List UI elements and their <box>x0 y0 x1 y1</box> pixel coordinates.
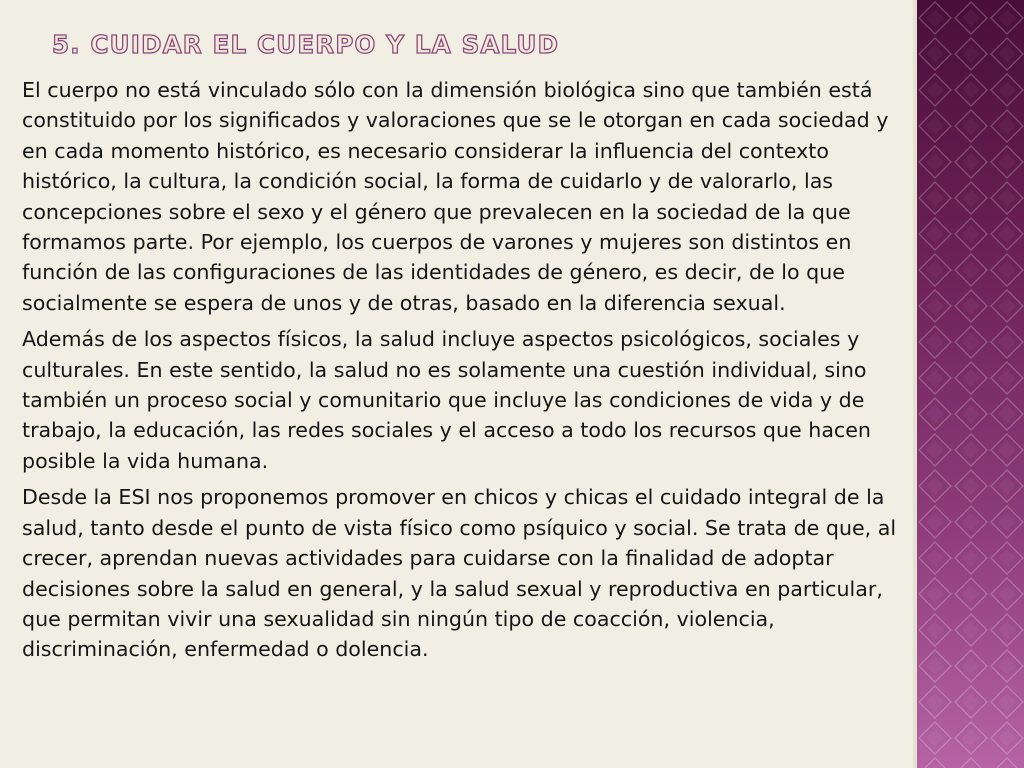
decorative-sidebar <box>917 0 1024 768</box>
slide-title: 5. CUIDAR EL CUERPO Y LA SALUD <box>52 30 560 59</box>
paragraph-body-concept: El cuerpo no está vinculado sólo con la dimensión biológica sino que también está constituido por los significados y valoraciones que se le otorgan en cada sociedad y en cada momento histórico, es necesario considerar la influencia del contexto histórico, la cultura, la condición social, la forma de cuidarlo y de valorarlo, las concepciones sobre el sexo y el género que prevalecen en la sociedad de la que formamos parte. Por ejemplo, los cuerpos de varones y mujeres son distintos en función de las configuraciones de las identidades de género, es decir, de lo que socialmente se espera de unos y de otras, basado en la diferencia sexual. <box>22 78 889 315</box>
paragraph-health-aspects: Además de los aspectos físicos, la salud incluye aspectos psicológicos, sociales y culturales. En este sentido, la salud no es solamente una cuestión individual, sino también un proceso social y comunitario que incluye las condiciones de vida y de trabajo, la educación, las redes sociales y el acceso a todo los recursos que hacen posible la vida humana. <box>22 327 871 473</box>
paragraph-esi-goals: Desde la ESI nos proponemos promover en chicos y chicas el cuidado integral de la salud, tanto desde el punto de vista físico como psíquico y social. Se trata de que, al crecer, aprendan nuevas actividades para cuidarse con la finalidad de adoptar decisiones sobre la salud en general, y la salud sexual y reproductiva en particular, que permitan vivir una sexualidad sin ningún tipo de coacción, violencia, discriminación, enfermedad o dolencia. <box>22 485 897 662</box>
diamond-pattern <box>917 0 1024 768</box>
slide-body <box>22 75 904 671</box>
